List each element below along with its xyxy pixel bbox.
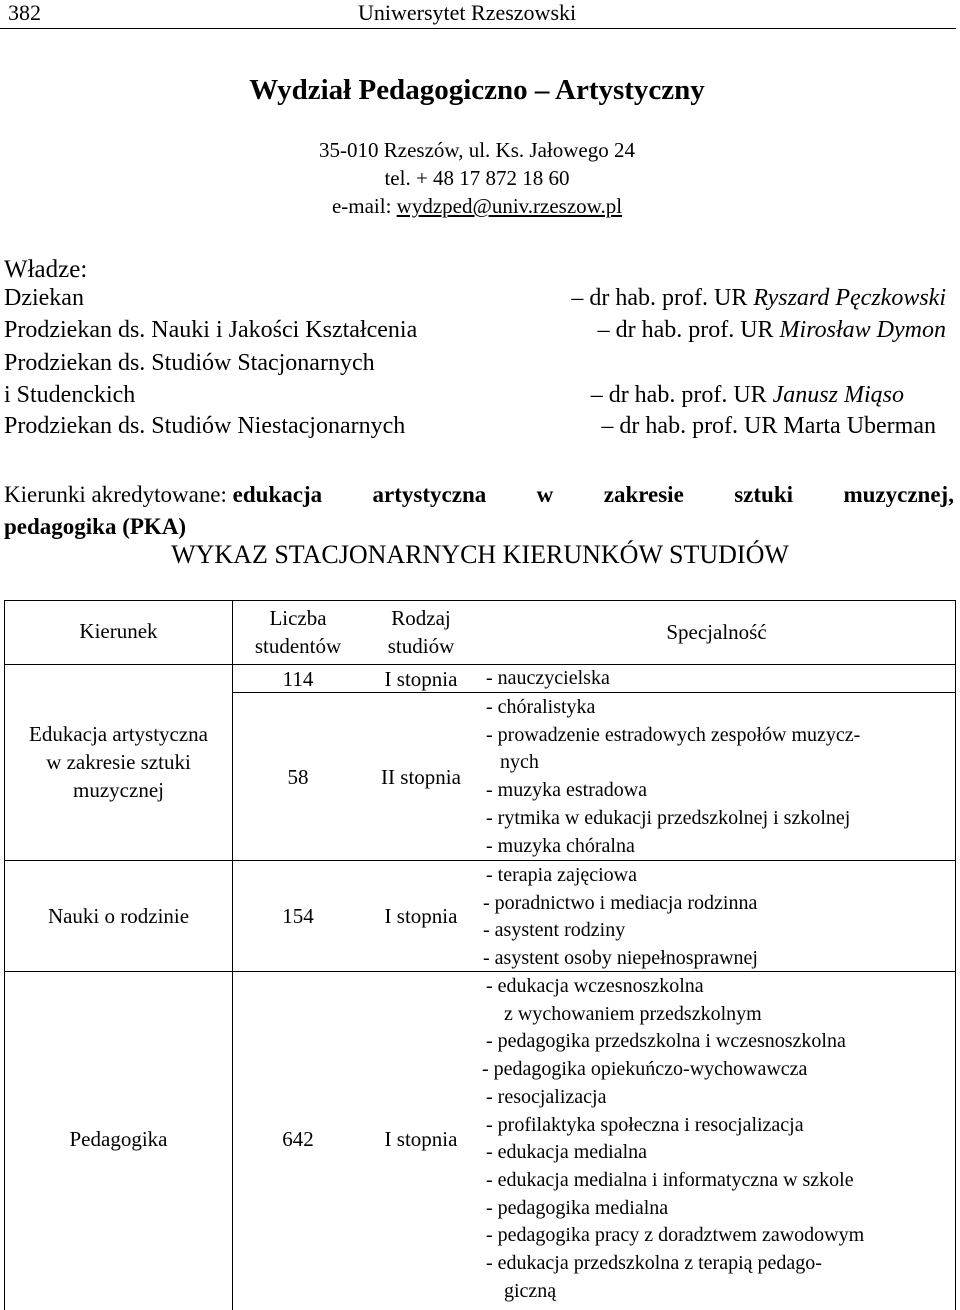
list-item: - muzyka chóralna	[486, 834, 635, 857]
list-item: - pedagogika przedszkolna i wczesnoszkolna	[486, 1030, 846, 1053]
authority-name-vicedean-science: – dr hab. prof. UR Mirosław Dymon	[597, 317, 946, 343]
list-item: z wychowaniem przedszkolnym	[504, 1002, 762, 1025]
authority-role-vicedean-fulltime-line2: i Studenckich	[4, 382, 136, 408]
table-row-divider	[5, 971, 955, 972]
header-liczba-2: studentów	[254, 634, 342, 658]
running-header	[0, 0, 956, 29]
authority-role-dean: Dziekan	[4, 285, 84, 311]
accredited-label: Kierunki akredytowane:	[4, 482, 233, 507]
authorities-heading: Władze:	[4, 256, 88, 283]
list-item: - edukacja medialna	[486, 1141, 648, 1164]
kierunek-edukacja-line2: w zakresie sztuki	[46, 750, 191, 774]
accredited-value-line2: pedagogika (PKA)	[4, 514, 187, 539]
faculty-title: Wydział Pedagogiczno – Artystyczny	[249, 74, 705, 106]
list-item: - asystent osoby niepełnosprawnej	[483, 947, 758, 970]
rodzaj-edukacja-2: II stopnia	[381, 765, 461, 789]
authority-role-vicedean-fulltime: Prodziekan ds. Studiów Stacjonarnych	[4, 350, 375, 376]
authority-role-vicedean-science: Prodziekan ds. Nauki i Jakości Kształcenia	[4, 317, 418, 343]
authority-role-vicedean-parttime: Prodziekan ds. Studiów Niestacjonarnych	[4, 413, 406, 439]
liczba-642: 642	[282, 1127, 314, 1151]
faculty-address: 35-010 Rzeszów, ul. Ks. Jałowego 24	[319, 138, 635, 162]
list-item: - chóralistyka	[486, 696, 596, 718]
specs-pedagogika	[482, 973, 865, 1305]
list-item: - prowadzenie estradowych zespołów muzycz-	[486, 723, 861, 746]
list-item: - pedagogika medialna	[486, 1196, 669, 1219]
specs-edukacja-2	[486, 694, 860, 860]
journal-name: Uniwersytet Rzeszowski	[358, 0, 577, 25]
header-kierunek: Kierunek	[79, 619, 158, 643]
faculty-email	[0, 194, 954, 219]
authority-name-vicedean-parttime: – dr hab. prof. UR Marta Uberman	[601, 413, 936, 439]
table-col-divider	[232, 601, 233, 1310]
list-item: - pedagogika opiekuńczo-wychowawcza	[482, 1058, 808, 1081]
list-item: - edukacja medialna i informatyczna w szkole	[486, 1168, 854, 1191]
list-item: - rytmika w edukacji przedszkolnej i szkolnej	[486, 806, 851, 829]
kierunek-edukacja-line1: Edukacja artystyczna	[29, 722, 208, 746]
list-item: nych	[500, 751, 539, 774]
table-header-divider	[5, 664, 955, 665]
specs-nauki-o-rodzinie	[483, 862, 758, 973]
list-item: - resocjalizacja	[486, 1085, 607, 1108]
list-item: - profilaktyka społeczna i resocjalizacja	[486, 1113, 804, 1136]
rodzaj-edukacja-1: I stopnia	[384, 667, 458, 691]
authority-name-vicedean-fulltime: – dr hab. prof. UR Janusz Miąso	[590, 382, 904, 408]
email-link[interactable]: wydzped@univ.rzeszow.pl	[396, 194, 623, 218]
list-item: - asystent rodziny	[483, 919, 626, 942]
list-item: - poradnictwo i mediacja rodzinna	[483, 891, 758, 914]
list-item: - edukacja wczesnoszkolna	[486, 975, 704, 997]
header-specjalnosc: Specjalność	[666, 620, 767, 644]
header-liczba-1: Liczba	[269, 606, 327, 630]
programs-table	[4, 600, 956, 1310]
list-item: - pedagogika pracy z doradztwem zawodowym	[486, 1224, 865, 1247]
list-item: - nauczycielska	[486, 667, 610, 689]
list-item: - muzyka estradowa	[486, 779, 648, 802]
accredited-fields: Kierunki akredytowane: edukacja artystyczna w zakresie sztuki muzycznej, pedagogika (PKA)	[4, 482, 954, 539]
liczba-58: 58	[287, 765, 309, 789]
header-rodzaj-2: studiów	[387, 634, 455, 658]
email-label: e-mail:	[331, 194, 397, 218]
rodzaj-nauki-o-rodzinie: I stopnia	[384, 904, 458, 928]
liczba-154: 154	[282, 904, 314, 928]
kierunek-pedagogika: Pedagogika	[69, 1127, 168, 1151]
authority-name-dean: – dr hab. prof. UR Ryszard Pęczkowski	[571, 285, 946, 311]
faculty-phone: tel. + 48 17 872 18 60	[384, 166, 570, 190]
page-number: 382	[8, 0, 41, 25]
kierunek-nauki-o-rodzinie: Nauki o rodzinie	[47, 904, 190, 928]
list-item: - terapia zajęciowa	[486, 864, 638, 886]
list-item: - edukacja przedszkolna z terapią pedago-	[486, 1252, 822, 1275]
liczba-114: 114	[282, 667, 314, 691]
kierunek-edukacja-line3: muzycznej	[73, 778, 164, 802]
list-item: giczną	[504, 1279, 557, 1302]
list-title: WYKAZ STACJONARNYCH KIERUNKÓW STUDIÓW	[171, 540, 789, 569]
specs-edukacja-1	[486, 665, 610, 693]
header-rodzaj-1: Rodzaj	[391, 606, 451, 630]
rodzaj-pedagogika: I stopnia	[384, 1127, 458, 1151]
